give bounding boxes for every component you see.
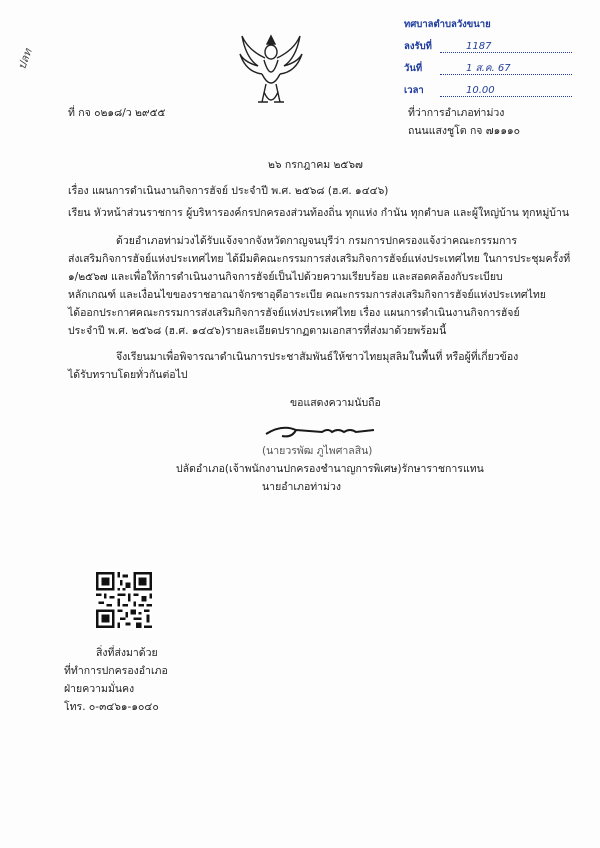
letter-date: ๒๖ กรกฎาคม ๒๕๖๗: [268, 159, 363, 171]
qr-code: [96, 572, 152, 628]
body-line: จึงเรียนมาเพื่อพิจารณาดำเนินการประชาสัมพันธ์ให้ชาวไทยมุสลิมในพื้นที่ หรือผู้ที่เกี่ยวข้อง: [116, 351, 519, 363]
stamp-underline: [440, 96, 572, 97]
stamp-received-value: 1187: [466, 41, 492, 52]
body-line: ๑/๒๕๖๗ และเพื่อให้การดำเนินงานกิจการฮัจย์เป็นไปด้วยความเรียบร้อย และสอดคล้องกับระเบียบ: [68, 271, 503, 283]
stamp-time-label: เวลา: [404, 85, 424, 96]
stamp-time-row: [404, 80, 574, 102]
sender-address: ถนนแสงชูโต กจ ๗๑๑๑๐: [408, 125, 521, 137]
stamp-date-value: 1 ส.ค. 67: [466, 63, 511, 74]
body-line: ด้วยอำเภอท่าม่วงได้รับแจ้งจากจังหวัดกาญจนบุรีว่า กรมการปกครองแจ้งว่าคณะกรรมการ: [116, 235, 518, 247]
margin-handwritten-note: ปลท: [15, 47, 35, 72]
handwritten-signature: [262, 420, 380, 442]
signer-name: (นายวรพัฒ ภูไพศาลสิน): [262, 445, 373, 457]
attachment-label: สิ่งที่ส่งมาด้วย: [96, 647, 158, 659]
footer-phone: โทร. ๐-๓๔๖๑-๑๐๔๐: [64, 701, 159, 713]
stamp-received-label: ลงรับที่: [404, 41, 432, 52]
sender-office: ที่ว่าการอำเภอท่าม่วง: [408, 107, 505, 119]
closing-regards: ขอแสดงความนับถือ: [290, 397, 381, 409]
garuda-emblem-icon: [238, 32, 304, 110]
salutation-line: เรียน หัวหน้าส่วนราชการ ผู้บริหารองค์กรปกครองส่วนท้องถิ่น ทุกแห่ง กำนัน ทุกตำบล และผู้ใหญ่บ้าน ทุกหมู่บ้าน: [68, 207, 570, 219]
receipt-stamp: [404, 14, 574, 102]
stamp-org: ทศบาลตำบลวังขนาย: [404, 19, 491, 30]
footer-division: ฝ่ายความมั่นคง: [64, 683, 135, 695]
body-line: หลักเกณฑ์ และเงื่อนไขของราชอาณาจักรซาอุดีอาระเบีย คณะกรรมการส่งเสริมกิจการฮัจย์แห่งประเทศไทย: [68, 289, 546, 301]
stamp-date-row: [404, 58, 574, 80]
signer-office: นายอำเภอท่าม่วง: [262, 481, 342, 493]
footer-office: ที่ทำการปกครองอำเภอ: [64, 665, 168, 677]
reference-number: ที่ กจ ๐๒๑๘/ว ๒๙๕๕: [68, 107, 166, 119]
stamp-org-row: [404, 14, 574, 36]
signer-position: ปลัดอำเภอ(เจ้าพนักงานปกครองชำนาญการพิเศษ)รักษาราชการแทน: [176, 463, 484, 475]
body-line: ส่งเสริมกิจการฮัจย์แห่งประเทศไทย ได้มีมติคณะกรรมการส่งเสริมกิจการฮัจย์แห่งประเทศไทย ในการประชุมครั้งที่: [68, 253, 571, 265]
body-line: ประจำปี พ.ศ. ๒๕๖๘ (ฮ.ศ. ๑๔๔๖)รายละเอียดปรากฏตามเอกสารที่ส่งมาด้วยพร้อมนี้: [68, 325, 447, 337]
subject-line: เรื่อง แผนการดำเนินงานกิจการฮัจย์ ประจำปี พ.ศ. ๒๕๖๘ (ฮ.ศ. ๑๔๔๖): [68, 185, 389, 197]
body-line: ได้รับทราบโดยทั่วกันต่อไป: [68, 369, 188, 381]
stamp-date-label: วันที่: [404, 63, 423, 74]
stamp-received-row: [404, 36, 574, 58]
stamp-underline: [440, 52, 572, 53]
stamp-time-value: 10.00: [466, 85, 495, 96]
body-line: ได้ออกประกาศคณะกรรมการส่งเสริมกิจการฮัจย์แห่งประเทศไทย เรื่อง แผนการดำเนินงานกิจการฮัจย์: [68, 307, 520, 319]
